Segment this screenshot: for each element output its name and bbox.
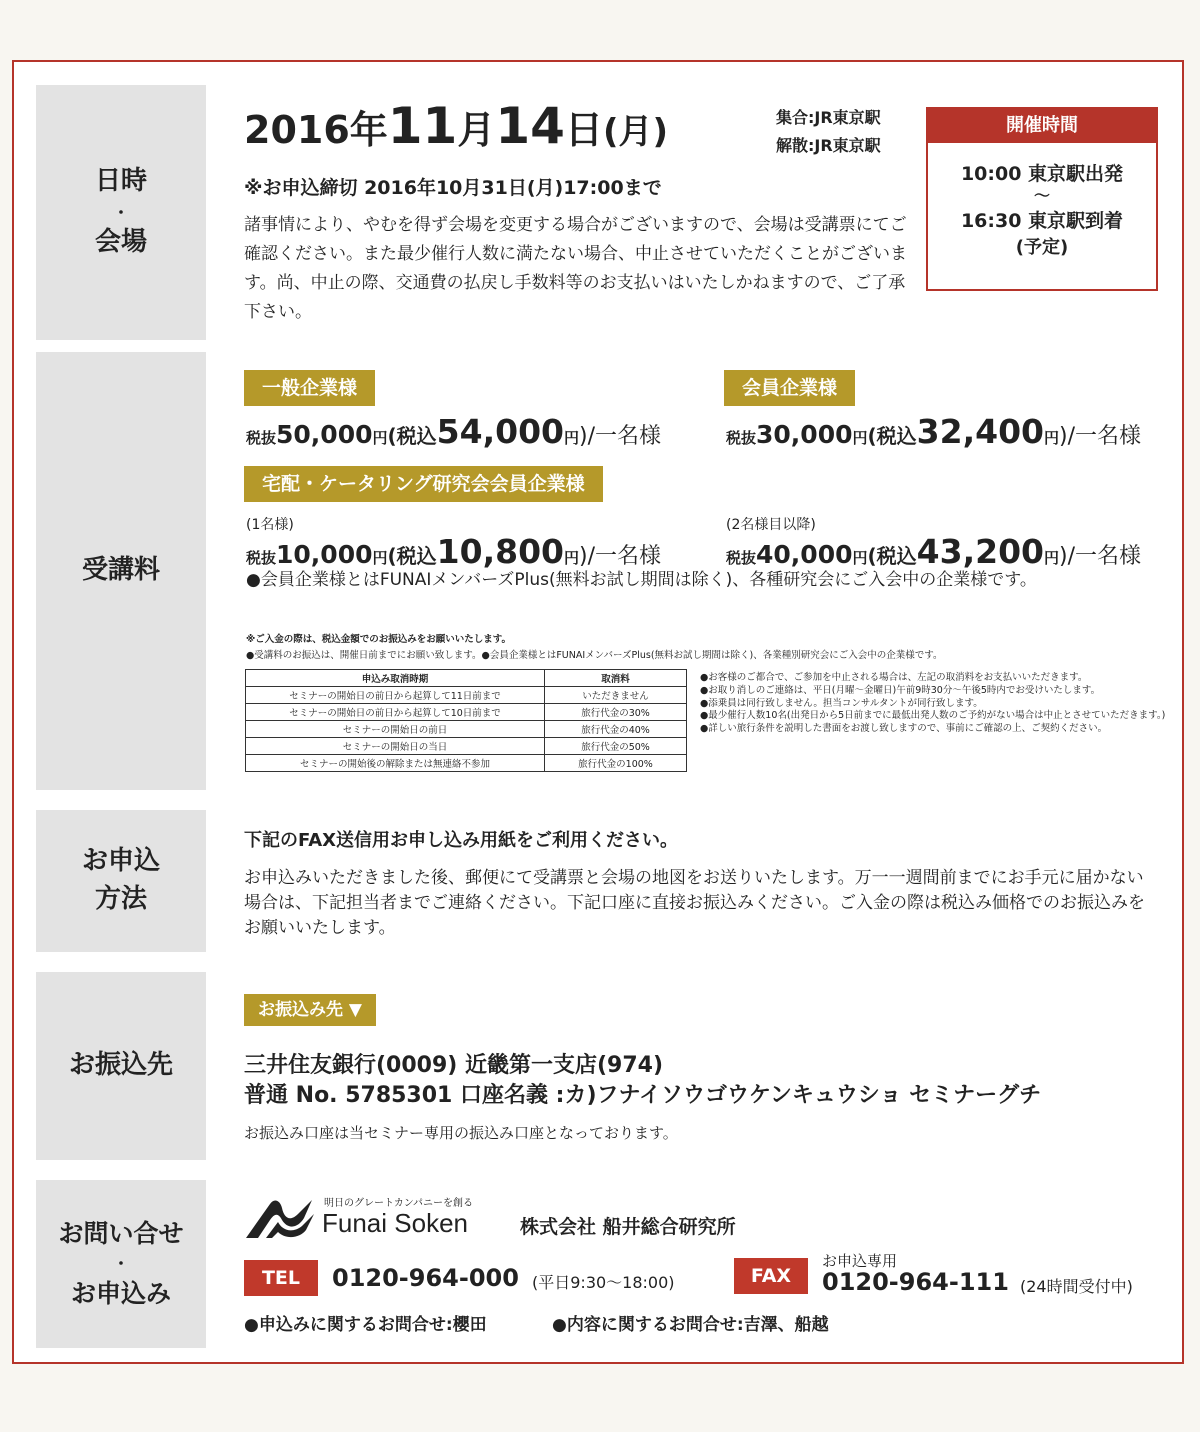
general-price-tax: 54,000 xyxy=(436,412,564,451)
event-date xyxy=(244,97,668,155)
date-year: 2016年 xyxy=(244,108,388,152)
second-price-pre: 税抜 xyxy=(726,549,757,567)
cancel-header-fee: 取消料 xyxy=(545,670,687,687)
funai-logo xyxy=(244,1194,514,1242)
table-row xyxy=(246,721,687,738)
table-row xyxy=(246,704,687,721)
cancel-period: セミナーの開始日の前日 xyxy=(246,721,545,738)
general-price-yen2: 円 xyxy=(564,429,580,447)
time-note: (予定) xyxy=(1015,237,1069,258)
table-row xyxy=(246,755,687,772)
general-price-yen1: 円 xyxy=(372,429,388,447)
second-person-label: (2名様目以降) xyxy=(726,517,816,533)
logo-text: Funai Soken xyxy=(322,1208,468,1238)
meeting-place: 集合:JR東京駅 xyxy=(776,108,881,127)
second-price-post: )/一名様 xyxy=(1059,544,1142,569)
general-price-pre: 税抜 xyxy=(246,429,277,447)
fax-tag: FAX xyxy=(734,1258,808,1294)
apply-body: お申込みいただきました後、郵便にて受講票と会場の地図をお送りいたします。万一一週間前までにお手元に届かない場合は、下記担当者までご連絡ください。下記口座に直接お振込みください。ご入金の際は税込み価格でのお振込みをお願いいたします。 xyxy=(244,868,1145,938)
first-person-price xyxy=(246,532,661,571)
general-price xyxy=(246,412,661,451)
dismissal-place: 解散:JR東京駅 xyxy=(776,136,881,155)
venue-notice: 諸事情により、やむを得ず会場を変更する場合がございますので、会場は受講票にてご確認ください。また最少催行人数に満たない場合、中止させていただくことがございます。尚、中止の際、交通費の払戻し手数料等のお支払いはいたしかねますので、ご了承下さい。 xyxy=(244,215,907,322)
fee-label xyxy=(36,352,206,790)
datetime-section xyxy=(36,85,1176,340)
second-price-mid: (税込 xyxy=(867,544,917,568)
date-day-unit: 日 xyxy=(564,108,603,152)
list-item: ●添乗員は同行致しません。担当コンサルタントが同行致します。 xyxy=(700,697,983,709)
contact-label-line1: お問い合せ xyxy=(58,1219,184,1249)
apply-label xyxy=(36,810,206,952)
date-month-unit: 月 xyxy=(457,108,496,152)
transfer-label xyxy=(36,972,206,1160)
first-price-yen2: 円 xyxy=(564,549,580,567)
list-item: ●お客様のご都合で、ご参加を中止される場合は、左記の取消料をお支払いいただきます。 xyxy=(700,672,1088,683)
bank-line-2: 普通 No. 5785301 口座名義 :カ)フナイソウゴウケンキュウショ セミナーグチ xyxy=(244,1083,1042,1108)
cancel-fee: 旅行代金の30% xyxy=(545,704,687,721)
tel-hours: (平日9:30〜18:00) xyxy=(532,1273,675,1292)
contact-content: ●内容に関するお問合せ:吉澤、船越 xyxy=(552,1315,829,1335)
contact-apply: ●申込みに関するお問合せ:櫻田 xyxy=(244,1315,487,1335)
second-price-yen2: 円 xyxy=(1044,549,1060,567)
cancellation-table xyxy=(245,669,687,772)
fax-number[interactable]: 0120-964-111 xyxy=(822,1268,1009,1296)
fine-note-2: ●受講料のお振込は、開催日前までにお願い致します。●会員企業様とはFUNAIメンバーズPlus(無料お試し期間は除く)、各業種別研究会にご入会中の企業様です。 xyxy=(246,650,943,661)
time-start: 10:00 東京駅出発 xyxy=(960,163,1124,185)
catering-tag: 宅配・ケータリング研究会会員企業様 xyxy=(244,466,603,502)
bank-line-1: 三井住友銀行(0009) 近畿第一支店(974) xyxy=(244,1053,664,1078)
contact-label-line2: お申込み xyxy=(70,1278,171,1308)
contact-label-dot: ・ xyxy=(112,1254,129,1274)
general-price-base: 50,000 xyxy=(276,420,373,449)
first-person-label: (1名様) xyxy=(246,517,294,533)
datetime-label-line1: 日時 xyxy=(94,166,147,197)
member-price-mid: (税込 xyxy=(867,424,917,448)
cancel-period: セミナーの開始日の前日から起算して11日前まで xyxy=(246,687,545,704)
member-price xyxy=(726,412,1141,451)
transfer-label-text: お振込先 xyxy=(68,1050,173,1081)
member-definition-note: ●会員企業様とはFUNAIメンバーズPlus(無料お試し期間は除く)、各種研究会にご入会中の企業様です。 xyxy=(246,570,1037,590)
first-price-yen1: 円 xyxy=(372,549,388,567)
cancel-period: セミナーの開始日の当日 xyxy=(246,738,545,755)
first-price-mid: (税込 xyxy=(387,544,437,568)
apply-heading: 下記のFAX送信用お申し込み用紙をご利用ください。 xyxy=(244,830,679,851)
contact-section xyxy=(36,1180,1176,1348)
logo-tagline: 明日のグレートカンパニーを創る xyxy=(324,1198,473,1209)
member-price-yen1: 円 xyxy=(852,429,868,447)
list-item: ●お取り消しのご連絡は、平日(月曜〜金曜日)午前9時30分〜午後5時内でお受けいたします。 xyxy=(700,684,1101,696)
fee-section xyxy=(36,352,1176,790)
first-price-post: )/一名様 xyxy=(579,544,662,569)
apply-section xyxy=(36,810,1176,952)
cancel-header-period: 申込み取消時期 xyxy=(246,670,545,687)
first-price-base: 10,000 xyxy=(276,540,373,569)
datetime-label-line2: 会場 xyxy=(94,227,147,258)
general-price-post: )/一名様 xyxy=(579,424,662,449)
cancel-fee: 旅行代金の50% xyxy=(545,738,687,755)
second-price-base: 40,000 xyxy=(756,540,853,569)
fine-bullets xyxy=(700,672,1170,736)
time-box-title: 開催時間 xyxy=(928,109,1156,143)
tel-tag: TEL xyxy=(244,1260,318,1296)
cancel-fee: 旅行代金の100% xyxy=(545,755,687,772)
member-price-tax: 32,400 xyxy=(916,412,1044,451)
time-box xyxy=(926,107,1158,291)
list-item: ●最少催行人数10名(出発日から5日前までに最低出発人数のご予約がない場合は中止とさせていただきます。) xyxy=(700,710,1166,722)
time-end: 16:30 東京駅到着 xyxy=(960,210,1124,232)
transfer-section xyxy=(36,972,1176,1160)
cancel-fee: いただきません xyxy=(545,687,687,704)
cancel-period: セミナーの開始後の解除または無連絡不参加 xyxy=(246,755,545,772)
first-price-pre: 税抜 xyxy=(246,549,277,567)
transfer-note: お振込み口座は当セミナー専用の振込み口座となっております。 xyxy=(244,1124,678,1142)
general-tag: 一般企業様 xyxy=(244,370,375,406)
second-price-tax: 43,200 xyxy=(916,532,1044,571)
general-price-mid: (税込 xyxy=(387,424,437,448)
datetime-label xyxy=(36,85,206,340)
cancel-fee: 旅行代金の40% xyxy=(545,721,687,738)
member-price-pre: 税抜 xyxy=(726,429,757,447)
apply-label-line2: 方法 xyxy=(94,884,147,914)
fine-note-1: ※ご入金の際は、税込金額でのお振込みをお願いいたします。 xyxy=(246,634,511,645)
table-row xyxy=(246,738,687,755)
datetime-label-dot: ・ xyxy=(112,202,129,222)
member-price-post: )/一名様 xyxy=(1059,424,1142,449)
cancel-period: セミナーの開始日の前日から起算して10日前まで xyxy=(246,704,545,721)
apply-label-line1: お申込 xyxy=(81,846,160,877)
funai-logo-mark-icon xyxy=(244,1196,316,1240)
transfer-tag: お振込み先 ▼ xyxy=(244,994,376,1026)
second-person-price xyxy=(726,532,1141,571)
fee-label-text: 受講料 xyxy=(81,555,160,586)
deadline: ※お申込締切 2016年10月31日(月)17:00まで xyxy=(244,177,662,199)
member-tag: 会員企業様 xyxy=(724,370,855,406)
member-price-base: 30,000 xyxy=(756,420,853,449)
member-price-yen2: 円 xyxy=(1044,429,1060,447)
time-tilde: 〜 xyxy=(1033,186,1050,205)
second-price-yen1: 円 xyxy=(852,549,868,567)
fax-hours: (24時間受付中) xyxy=(1020,1277,1133,1296)
table-row xyxy=(246,687,687,704)
first-price-tax: 10,800 xyxy=(436,532,564,571)
company-name: 株式会社 船井総合研究所 xyxy=(520,1216,736,1238)
date-month: 11 xyxy=(387,97,458,155)
date-day: 14 xyxy=(495,97,565,155)
list-item: ●詳しい旅行条件を説明した書面をお渡し致しますので、事前にご確認の上、ご契約ください。 xyxy=(700,723,1108,735)
contact-label xyxy=(36,1180,206,1348)
fax-note: お申込専用 xyxy=(822,1252,898,1270)
tel-number[interactable]: 0120-964-000 xyxy=(332,1264,519,1292)
date-weekday: (月) xyxy=(602,112,669,152)
